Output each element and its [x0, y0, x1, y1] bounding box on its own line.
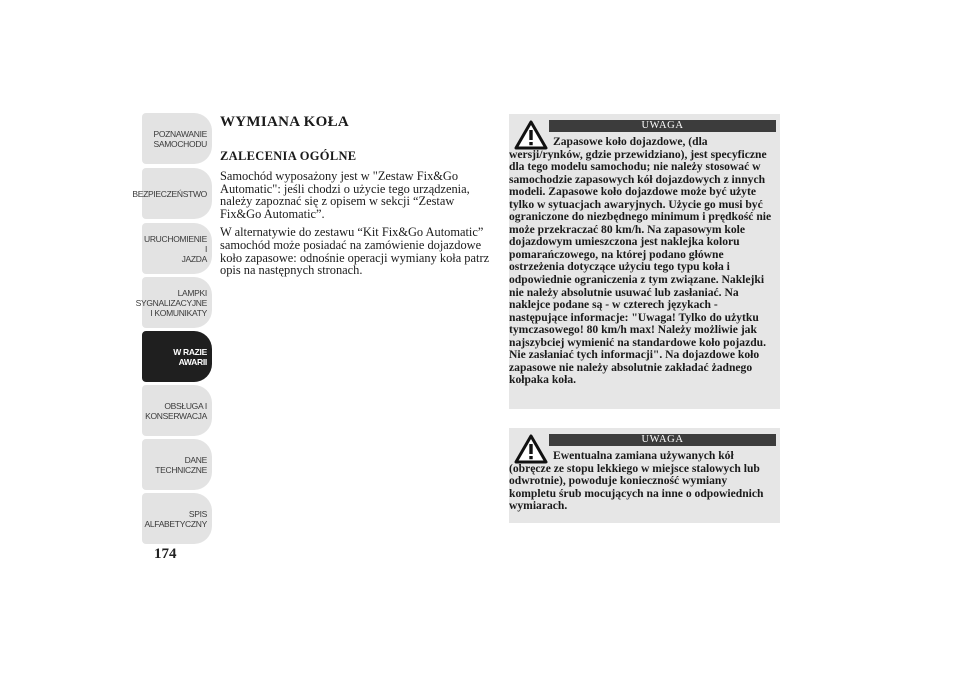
tab-uruchomienie-i-jazda[interactable]: URUCHOMIENIE I JAZDA — [142, 223, 212, 274]
warning-paragraph — [509, 450, 777, 513]
warning-heading: UWAGA — [549, 120, 776, 132]
tab-bezpieczenstwo[interactable]: BEZPIECZEŃSTWO — [142, 168, 212, 219]
tab-dane-techniczne[interactable]: DANE TECHNICZNE — [142, 439, 212, 490]
tab-spis-alfabetyczny[interactable]: SPIS ALFABETYCZNY — [142, 493, 212, 544]
warning-text — [509, 136, 777, 387]
tab-w-razie-awarii[interactable]: W RAZIE AWARII — [142, 331, 212, 382]
warning-first-line: Ewentualna zamiana używanych kół — [553, 449, 734, 462]
warning-box — [509, 114, 780, 409]
warning-body: (obręcze ze stopu lekkiego w miejsce stalowych lub odwrotnie), powoduje konieczność wymiany kompletu śrub mocujących na inne o odpowiednich wymiarach. — [509, 461, 764, 513]
section-subtitle: ZALECENIA OGÓLNE — [220, 149, 357, 163]
warning-body: wersji/rynków, gdzie przewidziano), jest specyficzne dla tego modelu samochodu; nie należy stosować w samochodzie zapasowych kół dojazdowych z innych modeli. Zapasowe koło dojazdowe może być użyte tylko w sytuacjach awaryjnych. Użycie go musi być ograniczone do niezbędnego minimum i prędkość nie może przekraczać 80 km/h. Na zapasowym kole dojazdowym umieszczona jest naklejka koloru pomarańczowego, na której podano główne ostrzeżenia dotyczące użyciu tego typu koła i odpowiednie ograniczenia z tym związane. Naklejki nie należy absolutnie usuwać lub zasłaniać. Na naklejce podane są - w czterech językach - następujące informacje: "Uwaga! Tylko do użytku tymczasowego! 80 km/h max! Należy możliwie jak najszybciej wymienić na standardowe koło pojazdu. Nie zasłaniać tych informacji". Na dojazdowe koło zapasowe nie należy absolutnie zakładać żadnego kołpaka koła. — [509, 147, 772, 387]
paragraph: W alternatywie do zestawu “Kit Fix&Go Automatic” samochód może posiadać na zamówienie dojazdowe koło zapasowe: odnośnie operacji wymiany koła patrz opis na następnych stronach. — [220, 225, 490, 278]
warning-paragraph — [509, 136, 777, 387]
paragraph: Samochód wyposażony jest w "Zestaw Fix&Go Automatic": jeśli chodzi o użycie tego urządzenia, należy zapoznać się z opisem w sekcji “Zestaw Fix&Go Automatic”. — [220, 169, 470, 221]
page-title: WYMIANA KOŁA — [220, 114, 350, 130]
page-number: 174 — [154, 546, 177, 562]
warning-text — [509, 450, 777, 513]
warning-box — [509, 428, 780, 523]
tab-obsluga-i-konserwacja[interactable]: OBSŁUGA I KONSERWACJA — [142, 385, 212, 436]
main-column — [220, 114, 492, 283]
warning-heading: UWAGA — [549, 434, 776, 446]
warning-first-line: Zapasowe koło dojazdowe, (dla — [553, 135, 708, 148]
tab-poznawanie-samochodu[interactable]: POZNAWANIE SAMOCHODU — [142, 113, 212, 164]
tab-lampki-sygnalizacyjne[interactable]: LAMPKI SYGNALIZACYJNE I KOMUNIKATY — [142, 277, 212, 328]
